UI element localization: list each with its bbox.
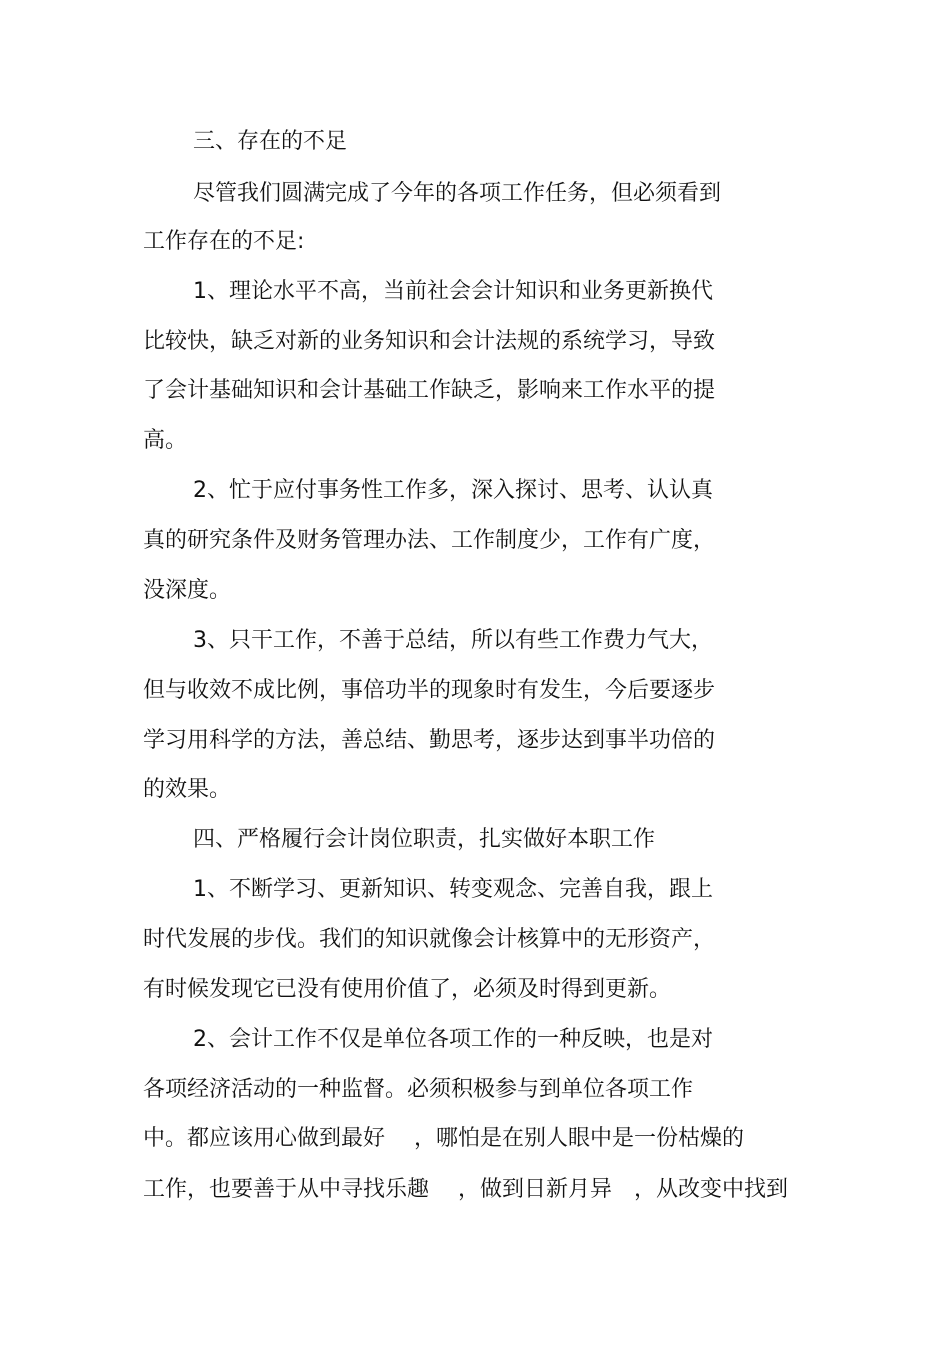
paragraph-line: 没深度。 bbox=[143, 578, 232, 603]
paragraph-line: 的效果。 bbox=[143, 777, 232, 802]
paragraph-line: 了会计基础知识和会计基础工作缺乏，影响来工作水平的提 bbox=[143, 378, 716, 403]
paragraph-line: 工作存在的不足: bbox=[143, 229, 305, 254]
paragraph-line: 各项经济活动的一种监督。必须积极参与到单位各项工作 bbox=[143, 1077, 694, 1102]
paragraph-line: 3、只干工作，不善于总结，所以有些工作费力气大， bbox=[193, 628, 713, 653]
paragraph-line: 时代发展的步伐。我们的知识就像会计核算中的无形资产， bbox=[143, 927, 716, 952]
paragraph-line: 中。都应该用心做到最好 ，哪怕是在别人眼中是一份枯燥的 bbox=[143, 1126, 744, 1151]
paragraph-line: 1、理论水平不高，当前社会会计知识和业务更新换代 bbox=[193, 279, 713, 304]
paragraph-line: 1、不断学习、更新知识、转变观念、完善自我，跟上 bbox=[193, 877, 713, 902]
paragraph-line: 尽管我们圆满完成了今年的各项工作任务，但必须看到 bbox=[193, 181, 722, 206]
paragraph-line: 高。 bbox=[143, 428, 188, 453]
section-heading-3: 三、存在的不足 bbox=[193, 129, 348, 154]
paragraph-line: 比较快，缺乏对新的业务知识和会计法规的系统学习，导致 bbox=[143, 329, 716, 354]
paragraph-line: 真的研究条件及财务管理办法、工作制度少，工作有广度， bbox=[143, 528, 716, 553]
paragraph-line: 2、会计工作不仅是单位各项工作的一种反映，也是对 bbox=[193, 1027, 713, 1052]
paragraph-line: 但与收效不成比例，事倍功半的现象时有发生，今后要逐步 bbox=[143, 678, 716, 703]
section-heading-4: 四、严格履行会计岗位职责，扎实做好本职工作 bbox=[193, 827, 656, 852]
paragraph-line: 工作，也要善于从中寻找乐趣 ，做到日新月异 ，从改变中找到 bbox=[143, 1177, 788, 1202]
paragraph-line: 学习用科学的方法，善总结、勤思考，逐步达到事半功倍的 bbox=[143, 728, 716, 753]
paragraph-line: 2、忙于应付事务性工作多，深入探讨、思考、认认真 bbox=[193, 478, 713, 503]
paragraph-line: 有时候发现它已没有使用价值了，必须及时得到更新。 bbox=[143, 977, 672, 1002]
